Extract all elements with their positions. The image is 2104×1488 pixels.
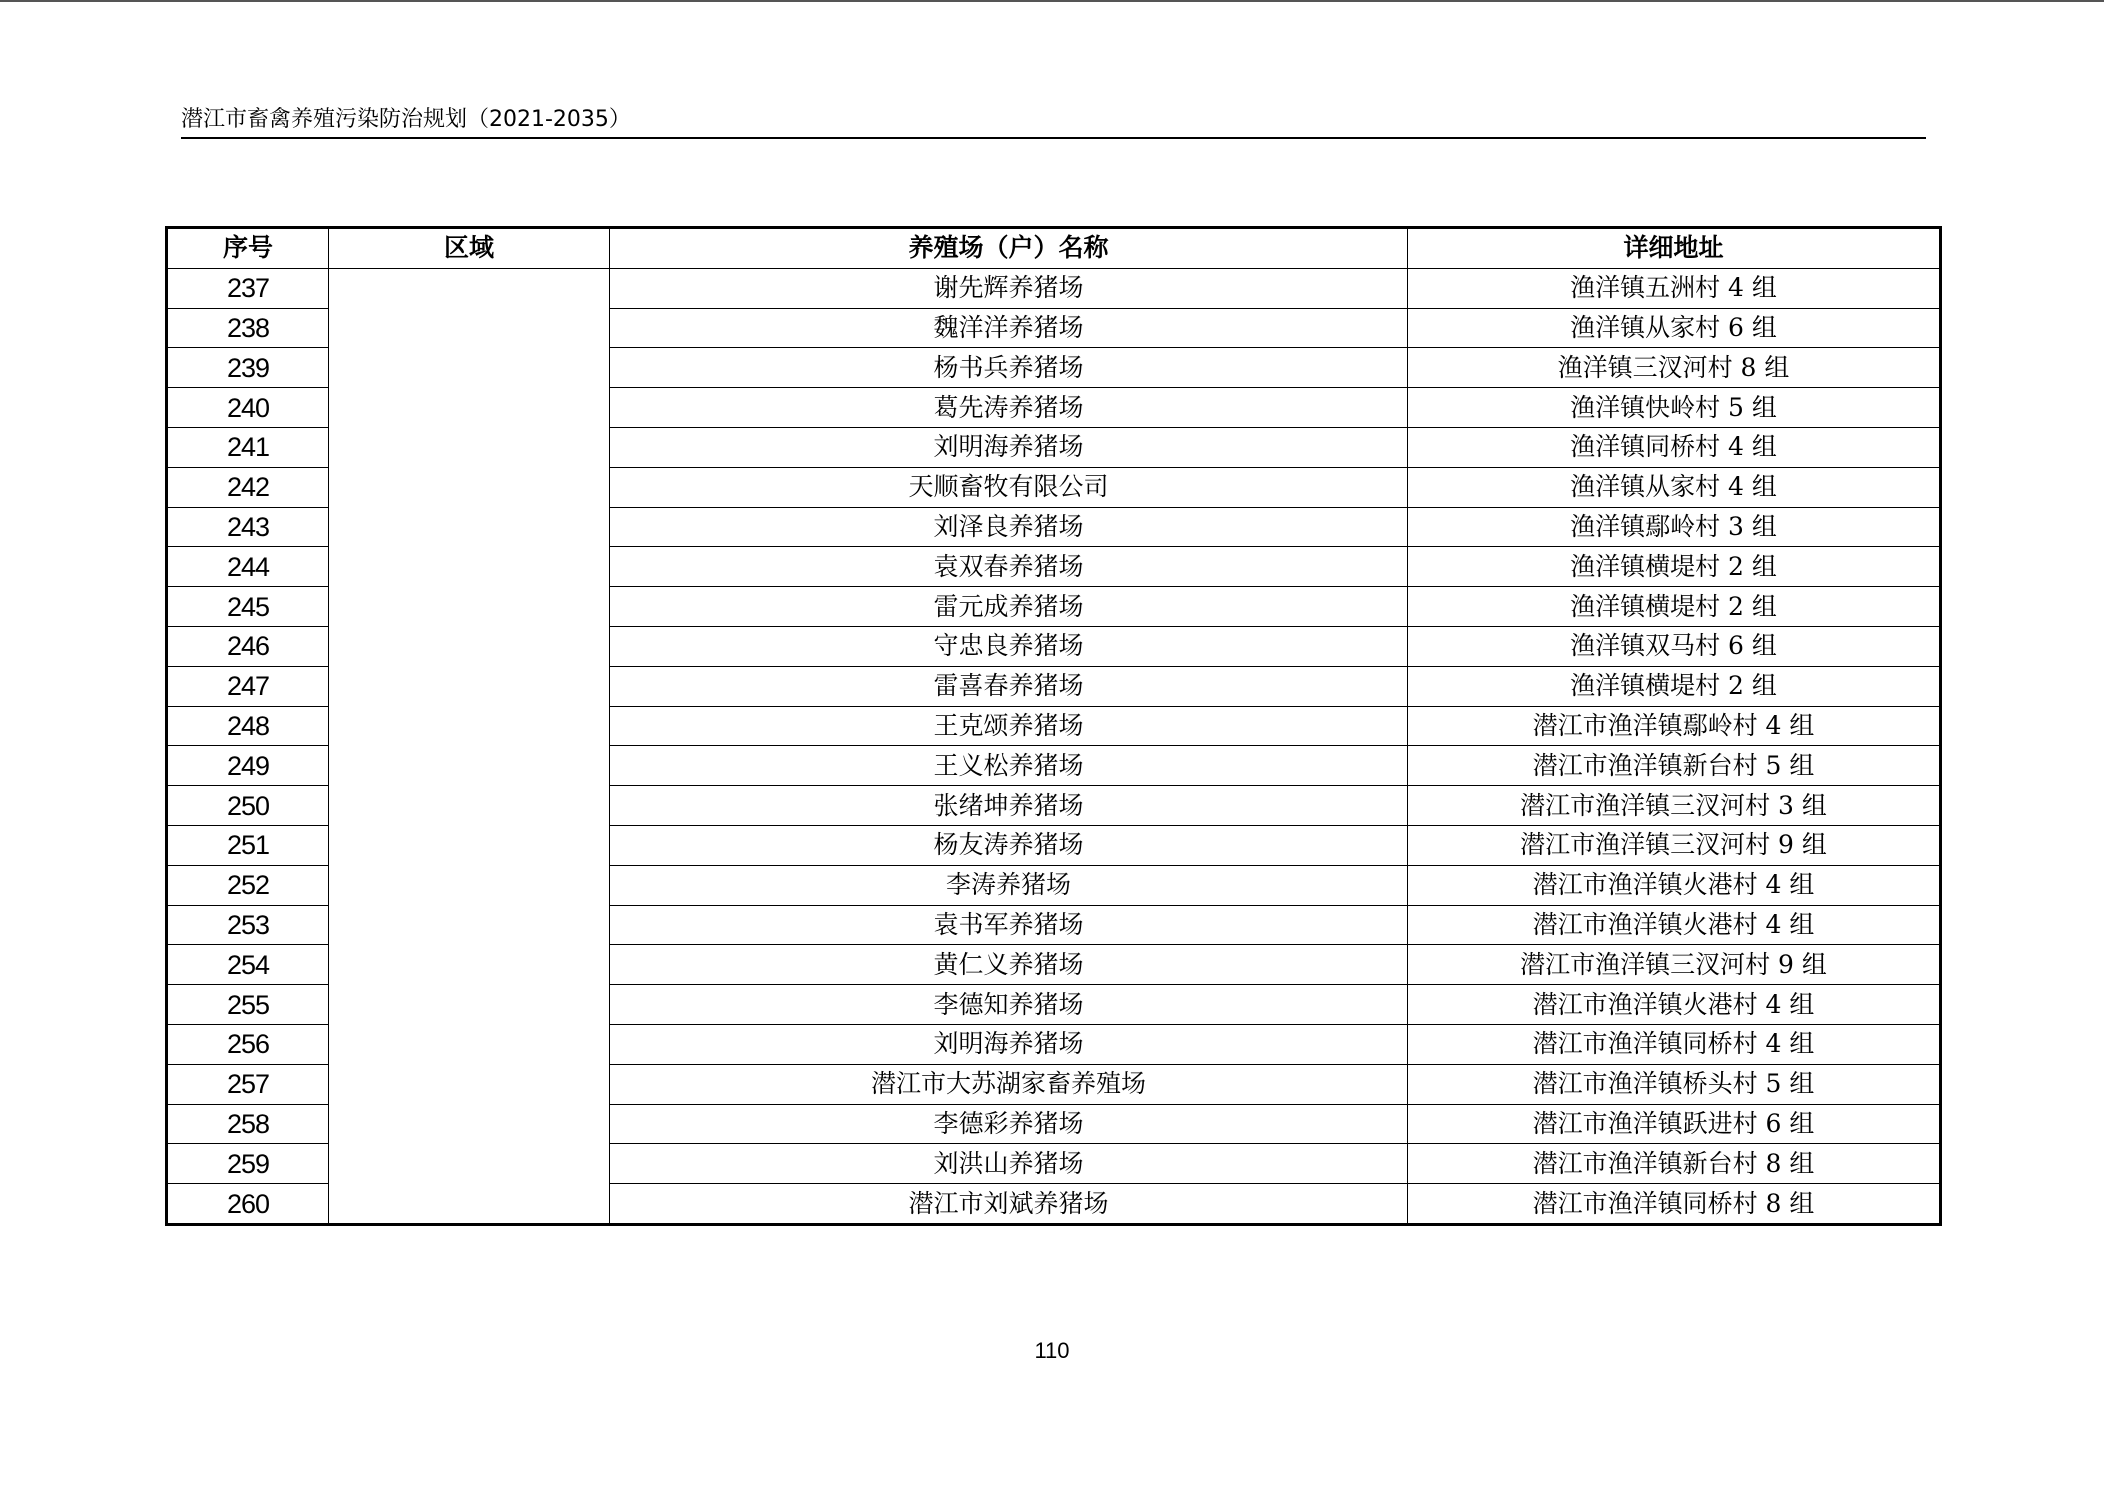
cell-address: 潜江市渔洋镇新台村 5 组 — [1408, 746, 1941, 786]
table-header — [167, 228, 1941, 269]
cell-region-merged — [329, 268, 610, 1224]
column-header-seq: 序号 — [167, 228, 329, 269]
cell-farm-name: 葛先涛养猪场 — [610, 388, 1408, 428]
cell-address: 渔洋镇横堤村 2 组 — [1408, 587, 1941, 627]
column-header-address: 详细地址 — [1408, 228, 1941, 269]
column-header-farm-name: 养殖场（户）名称 — [610, 228, 1408, 269]
cell-farm-name: 刘明海养猪场 — [610, 427, 1408, 467]
cell-seq: 246 — [167, 626, 329, 666]
cell-seq: 237 — [167, 268, 329, 308]
cell-seq: 238 — [167, 308, 329, 348]
cell-farm-name: 谢先辉养猪场 — [610, 268, 1408, 308]
cell-seq: 250 — [167, 786, 329, 826]
cell-seq: 241 — [167, 427, 329, 467]
cell-address: 潜江市渔洋镇新台村 8 组 — [1408, 1144, 1941, 1184]
cell-farm-name: 潜江市刘斌养猪场 — [610, 1184, 1408, 1225]
cell-address: 渔洋镇快岭村 5 组 — [1408, 388, 1941, 428]
cell-farm-name: 潜江市大苏湖家畜养殖场 — [610, 1064, 1408, 1104]
cell-seq: 249 — [167, 746, 329, 786]
cell-address: 渔洋镇同桥村 4 组 — [1408, 427, 1941, 467]
cell-seq: 242 — [167, 467, 329, 507]
column-header-region: 区域 — [329, 228, 610, 269]
cell-farm-name: 杨友涛养猪场 — [610, 825, 1408, 865]
cell-address: 潜江市渔洋镇三汊河村 9 组 — [1408, 945, 1941, 985]
cell-farm-name: 天顺畜牧有限公司 — [610, 467, 1408, 507]
header-rule — [181, 137, 1926, 139]
cell-seq: 243 — [167, 507, 329, 547]
cell-address: 潜江市渔洋镇三汊河村 9 组 — [1408, 825, 1941, 865]
cell-farm-name: 雷元成养猪场 — [610, 587, 1408, 627]
cell-seq: 252 — [167, 865, 329, 905]
cell-address: 潜江市渔洋镇桥头村 5 组 — [1408, 1064, 1941, 1104]
cell-address: 渔洋镇横堤村 2 组 — [1408, 547, 1941, 587]
table-row — [167, 268, 1941, 308]
cell-seq: 255 — [167, 985, 329, 1025]
cell-seq: 258 — [167, 1104, 329, 1144]
cell-address: 潜江市渔洋镇火港村 4 组 — [1408, 985, 1941, 1025]
cell-seq: 256 — [167, 1024, 329, 1064]
farm-list-table — [165, 226, 1942, 1226]
document-header-title: 潜江市畜禽养殖污染防治规划（2021-2035） — [181, 107, 631, 132]
page-number: 110 — [1034, 1338, 1070, 1363]
cell-address: 渔洋镇鄢岭村 3 组 — [1408, 507, 1941, 547]
cell-address: 渔洋镇五洲村 4 组 — [1408, 268, 1941, 308]
cell-farm-name: 王克颂养猪场 — [610, 706, 1408, 746]
page-top-border — [0, 0, 2104, 2]
cell-farm-name: 王义松养猪场 — [610, 746, 1408, 786]
cell-seq: 259 — [167, 1144, 329, 1184]
cell-farm-name: 袁双春养猪场 — [610, 547, 1408, 587]
cell-address: 渔洋镇双马村 6 组 — [1408, 626, 1941, 666]
cell-seq: 247 — [167, 666, 329, 706]
cell-farm-name: 刘泽良养猪场 — [610, 507, 1408, 547]
cell-farm-name: 李德知养猪场 — [610, 985, 1408, 1025]
cell-seq: 257 — [167, 1064, 329, 1104]
cell-seq: 245 — [167, 587, 329, 627]
cell-address: 渔洋镇三汊河村 8 组 — [1408, 348, 1941, 388]
cell-farm-name: 李德彩养猪场 — [610, 1104, 1408, 1144]
cell-farm-name: 张绪坤养猪场 — [610, 786, 1408, 826]
cell-address: 渔洋镇横堤村 2 组 — [1408, 666, 1941, 706]
cell-seq: 239 — [167, 348, 329, 388]
table-body — [167, 268, 1941, 1224]
cell-farm-name: 雷喜春养猪场 — [610, 666, 1408, 706]
cell-farm-name: 杨书兵养猪场 — [610, 348, 1408, 388]
cell-seq: 251 — [167, 825, 329, 865]
cell-address: 渔洋镇从家村 6 组 — [1408, 308, 1941, 348]
cell-farm-name: 黄仁义养猪场 — [610, 945, 1408, 985]
cell-address: 潜江市渔洋镇火港村 4 组 — [1408, 905, 1941, 945]
table-header-row — [167, 228, 1941, 269]
cell-address: 潜江市渔洋镇三汊河村 3 组 — [1408, 786, 1941, 826]
cell-seq: 254 — [167, 945, 329, 985]
cell-seq: 244 — [167, 547, 329, 587]
cell-address: 潜江市渔洋镇跃进村 6 组 — [1408, 1104, 1941, 1144]
cell-address: 潜江市渔洋镇火港村 4 组 — [1408, 865, 1941, 905]
cell-farm-name: 刘洪山养猪场 — [610, 1144, 1408, 1184]
cell-farm-name: 李涛养猪场 — [610, 865, 1408, 905]
cell-seq: 240 — [167, 388, 329, 428]
cell-farm-name: 刘明海养猪场 — [610, 1024, 1408, 1064]
cell-address: 渔洋镇从家村 4 组 — [1408, 467, 1941, 507]
cell-farm-name: 守忠良养猪场 — [610, 626, 1408, 666]
cell-seq: 260 — [167, 1184, 329, 1225]
cell-address: 潜江市渔洋镇同桥村 4 组 — [1408, 1024, 1941, 1064]
cell-address: 潜江市渔洋镇同桥村 8 组 — [1408, 1184, 1941, 1225]
cell-farm-name: 魏洋洋养猪场 — [610, 308, 1408, 348]
cell-farm-name: 袁书军养猪场 — [610, 905, 1408, 945]
cell-seq: 248 — [167, 706, 329, 746]
cell-address: 潜江市渔洋镇鄢岭村 4 组 — [1408, 706, 1941, 746]
cell-seq: 253 — [167, 905, 329, 945]
